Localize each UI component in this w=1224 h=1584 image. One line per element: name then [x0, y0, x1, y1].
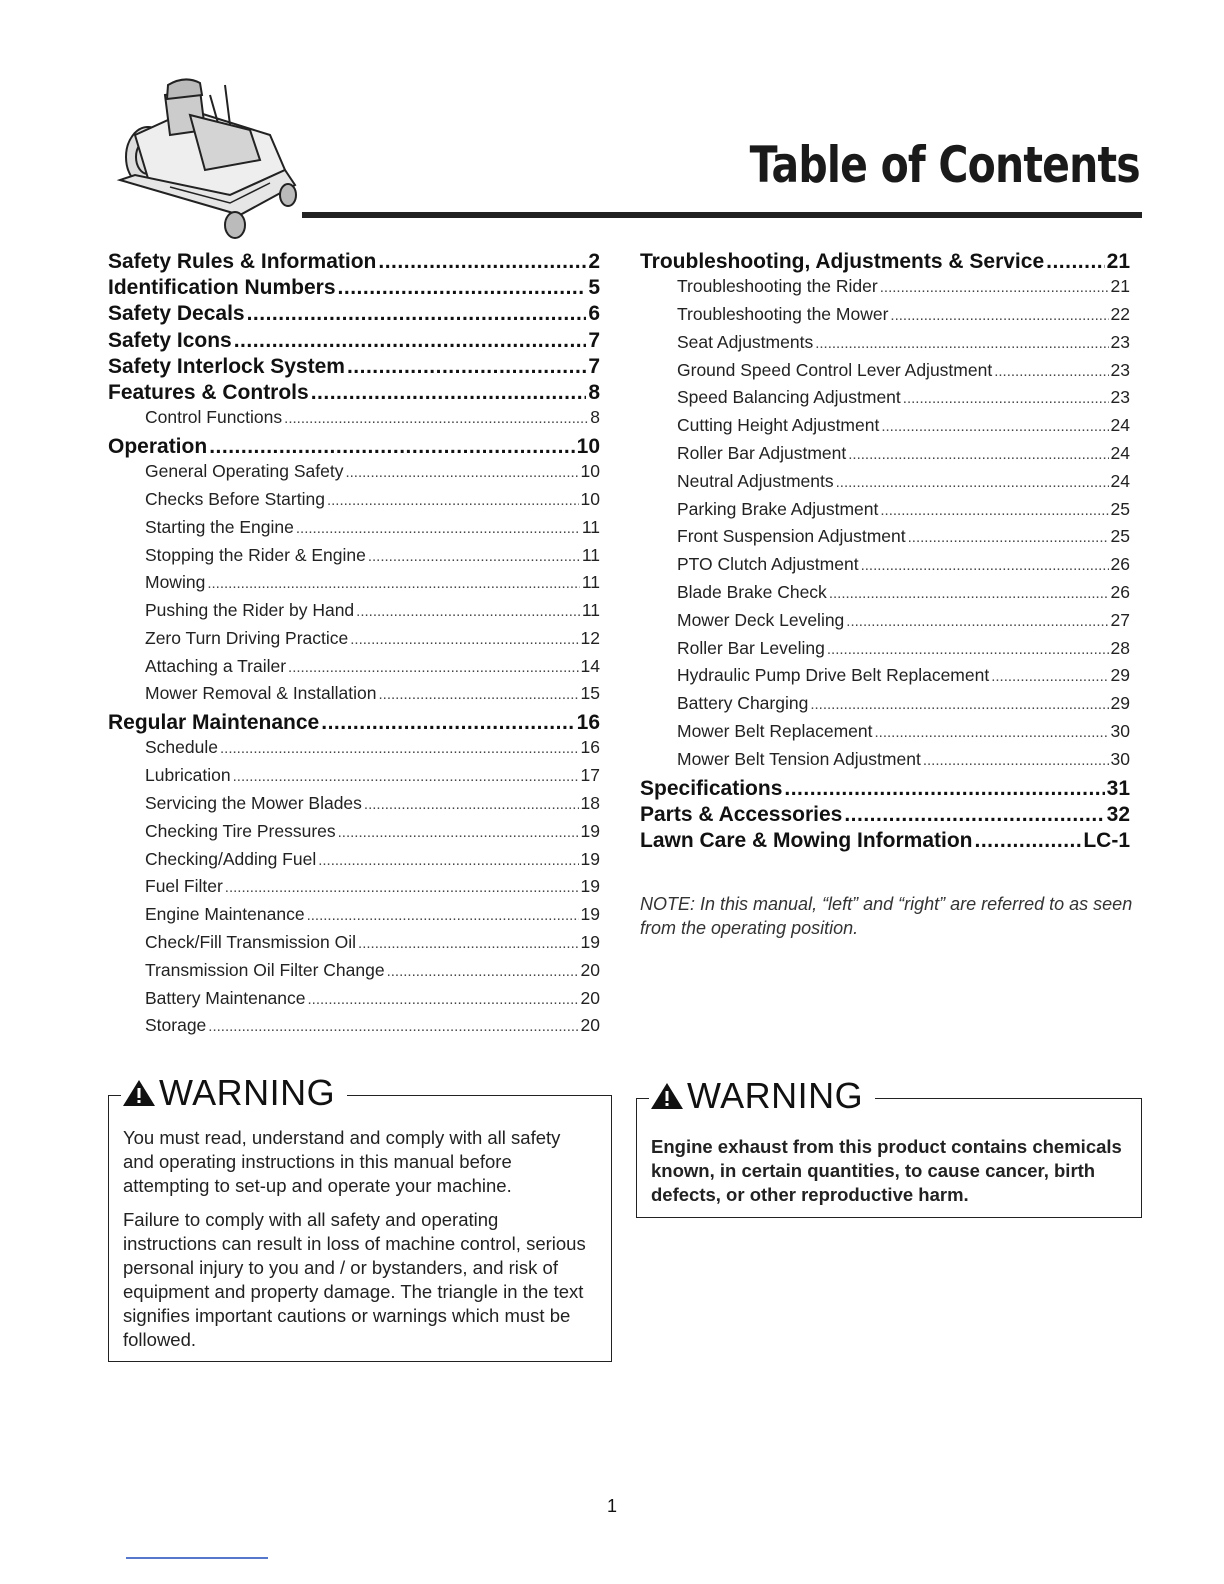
toc-entry-page: 7 [588, 328, 600, 352]
toc-leader-dots [844, 803, 1104, 827]
toc-subentry [108, 628, 600, 656]
toc-subentry [108, 988, 600, 1016]
toc-subentry [640, 499, 1130, 527]
toc-subentry [108, 545, 600, 573]
toc-section-entry [108, 355, 600, 381]
toc-entry-title: Checking/Adding Fuel [145, 848, 317, 869]
toc-leader-dots [311, 381, 587, 405]
toc-subentry [108, 932, 600, 960]
toc-leader-dots [908, 529, 1109, 546]
toc-subentry [640, 749, 1130, 777]
toc-subentry [108, 1015, 600, 1043]
toc-subentry [640, 638, 1130, 666]
toc-subentry [640, 665, 1130, 693]
toc-leader-dots [903, 390, 1109, 407]
toc-leader-dots [209, 435, 574, 459]
toc-entry-page: 12 [580, 627, 600, 648]
toc-leader-dots [815, 335, 1108, 352]
toc-entry-page: 27 [1110, 609, 1130, 630]
toc-entry-title: Check/Fill Transmission Oil [145, 932, 357, 953]
toc-leader-dots [364, 796, 579, 813]
toc-subentry [108, 517, 600, 545]
toc-leader-dots [829, 585, 1109, 602]
toc-entry-title: Regular Maintenance [108, 711, 320, 735]
warning-box-manual [108, 1072, 612, 1362]
toc-entry-title: Safety Rules & Information [108, 250, 377, 273]
toc-entry-page: 19 [580, 932, 600, 953]
toc-leader-dots [827, 641, 1109, 658]
toc-entry-page: 15 [580, 683, 600, 704]
toc-leader-dots [208, 1018, 578, 1035]
warning-heading-text: WARNING [687, 1075, 864, 1116]
toc-leader-dots [991, 668, 1108, 685]
toc-subentry [640, 582, 1130, 610]
toc-entry-title: Features & Controls [108, 380, 309, 404]
toc-section-entry [108, 381, 600, 407]
toc-leader-dots [975, 829, 1082, 853]
toc-subentry [640, 693, 1130, 721]
warning-paragraph: You must read, understand and comply with all safety and operating instructions in this manual before attempting to set-up and operate your machine. [123, 1127, 561, 1196]
toc-entry-title: Identification Numbers [108, 276, 336, 300]
toc-entry-title: PTO Clutch Adjustment [677, 554, 859, 575]
toc-entry-page: 17 [580, 765, 600, 786]
toc-entry-page: 23 [1110, 359, 1130, 380]
toc-entry-page: 11 [581, 600, 600, 621]
toc-entry-title: Battery Maintenance [145, 987, 306, 1008]
toc-entry-page: 19 [580, 848, 600, 869]
toc-leader-dots [347, 355, 586, 379]
toc-subentry [640, 471, 1130, 499]
toc-entry-title: Blade Brake Check [677, 581, 827, 602]
toc-subentry [640, 387, 1130, 415]
toc-entry-page: 8 [590, 407, 600, 428]
toc-leader-dots [848, 446, 1108, 463]
toc-subentry [108, 904, 600, 932]
toc-entry-page: 24 [1110, 470, 1130, 491]
toc-subentry [108, 849, 600, 877]
toc-entry-title: Safety Icons [108, 328, 232, 352]
toc-subentry [640, 360, 1130, 388]
toc-leader-dots [296, 520, 580, 537]
toc-entry-title: Specifications [640, 776, 783, 800]
toc-leader-dots [784, 777, 1104, 801]
warning-heading-text: WARNING [159, 1072, 336, 1113]
toc-entry-title: Checking Tire Pressures [145, 820, 336, 841]
toc-subentry [640, 610, 1130, 638]
toc-leader-dots [233, 768, 579, 785]
toc-leader-dots [350, 631, 578, 648]
toc-entry-page: 10 [576, 434, 600, 458]
toc-entry-title: Stopping the Rider & Engine [145, 544, 366, 565]
toc-leader-dots [875, 724, 1109, 741]
note-text: NOTE: In this manual, “left” and “right” are referred to as seen from the operating position. [640, 894, 1133, 938]
toc-entry-title: Troubleshooting the Mower [677, 303, 889, 324]
toc-entry-title: Safety Interlock System [108, 354, 345, 378]
toc-entry-title: Cutting Height Adjustment [677, 415, 880, 436]
toc-entry-title: Attaching a Trailer [145, 655, 287, 676]
toc-entry-title: Fuel Filter [145, 876, 223, 897]
bottom-line [126, 1557, 268, 1559]
toc-subentry [108, 765, 600, 793]
toc-leader-dots [288, 659, 578, 676]
page-number: 1 [606, 1496, 617, 1516]
toc-entry-page: 26 [1110, 554, 1130, 575]
toc-section-entry [108, 302, 600, 328]
toc-leader-dots [881, 418, 1108, 435]
toc-entry-page: 16 [580, 737, 600, 758]
toc-subentry [640, 332, 1130, 360]
toc-subentry [108, 876, 600, 904]
toc-entry-page: 29 [1110, 693, 1130, 714]
toc-leader-dots [368, 548, 580, 565]
toc-leader-dots [358, 935, 579, 952]
toc-leader-dots [338, 276, 587, 300]
toc-entry-page: 28 [1110, 637, 1130, 658]
toc-right-column [640, 250, 1130, 855]
toc-entry-page: 26 [1110, 581, 1130, 602]
toc-entry-page: 6 [588, 302, 600, 326]
warning-text: Engine exhaust from this product contains chemicals known, in certain quantities, to cause cancer, birth defects, or other reproductive harm. [651, 1136, 1122, 1205]
toc-section-entry [640, 803, 1130, 829]
toc-entry-title: Zero Turn Driving Practice [145, 627, 349, 648]
toc-leader-dots [345, 464, 578, 481]
toc-subentry [108, 461, 600, 489]
toc-entry-title: Neutral Adjustments [677, 470, 834, 491]
toc-leader-dots [846, 613, 1108, 630]
toc-entry-page: 24 [1110, 442, 1130, 463]
toc-leader-dots [356, 603, 580, 620]
toc-entry-page: LC-1 [1083, 828, 1130, 852]
toc-leader-dots [810, 696, 1108, 713]
warning-heading [649, 1075, 875, 1117]
toc-section-entry [108, 711, 600, 737]
toc-entry-page: 7 [588, 354, 600, 378]
zero-turn-mower-illustration [110, 75, 310, 240]
toc-entry-title: Operation [108, 434, 208, 458]
toc-entry-title: Hydraulic Pump Drive Belt Replacement [677, 665, 990, 686]
toc-entry-page: 10 [580, 461, 600, 482]
toc-leader-dots [220, 740, 579, 757]
warning-triangle-icon [121, 1078, 157, 1108]
toc-entry-title: Checks Before Starting [145, 488, 325, 509]
toc-entry-title: Lawn Care & Mowing Information [640, 828, 973, 852]
toc-section-entry [640, 777, 1130, 803]
toc-entry-title: Battery Charging [677, 693, 809, 714]
toc-subentry [108, 737, 600, 765]
toc-entry-page: 22 [1110, 303, 1130, 324]
toc-entry-title: Engine Maintenance [145, 904, 305, 925]
toc-entry-page: 16 [576, 711, 600, 735]
toc-entry-title: Lubrication [145, 765, 231, 786]
toc-entry-title: Storage [145, 1015, 207, 1036]
toc-entry-title: Mower Belt Tension Adjustment [677, 748, 921, 769]
toc-section-entry [640, 829, 1130, 855]
toc-entry-page: 14 [580, 655, 600, 676]
toc-leader-dots [836, 474, 1109, 491]
toc-entry-page: 5 [588, 276, 600, 300]
toc-entry-title: Safety Decals [108, 302, 245, 326]
toc-subentry [108, 656, 600, 684]
toc-entry-page: 19 [580, 820, 600, 841]
toc-leader-dots [308, 991, 579, 1008]
toc-subentry [640, 304, 1130, 332]
toc-entry-title: Schedule [145, 737, 218, 758]
toc-section-entry [640, 250, 1130, 276]
toc-leader-dots [378, 250, 586, 274]
toc-subentry [640, 415, 1130, 443]
toc-entry-title: General Operating Safety [145, 461, 344, 482]
toc-entry-page: 10 [580, 488, 600, 509]
toc-entry-title: Roller Bar Leveling [677, 637, 825, 658]
toc-entry-title: Mower Removal & Installation [145, 683, 377, 704]
toc-leader-dots [890, 307, 1108, 324]
toc-entry-title: Starting the Engine [145, 516, 294, 537]
toc-entry-title: Seat Adjustments [677, 331, 814, 352]
toc-entry-title: Ground Speed Control Lever Adjustment [677, 359, 993, 380]
toc-leader-dots [880, 279, 1109, 296]
toc-subentry [108, 683, 600, 711]
toc-leader-dots [1046, 250, 1105, 274]
toc-entry-page: 11 [581, 544, 600, 565]
toc-left-column [108, 250, 600, 1043]
toc-leader-dots [338, 824, 579, 841]
toc-section-entry [108, 250, 600, 276]
toc-section-entry [108, 329, 600, 355]
toc-subentry [640, 526, 1130, 554]
toc-entry-title: Mower Belt Replacement [677, 720, 873, 741]
toc-entry-page: 2 [588, 250, 600, 273]
toc-entry-page: 25 [1110, 526, 1130, 547]
toc-leader-dots [318, 852, 578, 869]
toc-leader-dots [225, 879, 579, 896]
toc-subentry [640, 276, 1130, 304]
toc-subentry [108, 489, 600, 517]
toc-entry-page: 19 [580, 904, 600, 925]
toc-subentry [108, 407, 600, 435]
toc-leader-dots [234, 329, 587, 353]
toc-leader-dots [923, 752, 1109, 769]
toc-subentry [108, 572, 600, 600]
toc-entry-page: 19 [580, 876, 600, 897]
toc-entry-page: 32 [1106, 802, 1130, 826]
warning-body [123, 1126, 595, 1362]
toc-entry-title: Front Suspension Adjustment [677, 526, 906, 547]
toc-leader-dots [880, 502, 1108, 519]
warning-box-exhaust [636, 1075, 1142, 1218]
toc-subentry [640, 443, 1130, 471]
toc-entry-page: 30 [1110, 748, 1130, 769]
toc-leader-dots [861, 557, 1109, 574]
toc-entry-page: 31 [1106, 776, 1130, 800]
toc-entry-title: Mower Deck Leveling [677, 609, 845, 630]
toc-leader-dots [321, 711, 574, 735]
page-title: Table of Contents [749, 136, 1140, 194]
toc-entry-title: Parking Brake Adjustment [677, 498, 879, 519]
toc-entry-page: 25 [1110, 498, 1130, 519]
toc-entry-page: 8 [588, 380, 600, 404]
toc-entry-page: 23 [1110, 387, 1130, 408]
warning-body [651, 1135, 1125, 1207]
toc-entry-page: 11 [581, 572, 600, 593]
toc-entry-title: Parts & Accessories [640, 802, 843, 826]
toc-entry-page: 20 [580, 959, 600, 980]
toc-subentry [108, 821, 600, 849]
toc-entry-title: Troubleshooting, Adjustments & Service [640, 250, 1045, 273]
toc-entry-page: 29 [1110, 665, 1130, 686]
toc-leader-dots [387, 963, 579, 980]
toc-entry-page: 24 [1110, 415, 1130, 436]
title-rule [302, 212, 1142, 218]
toc-section-entry [108, 276, 600, 302]
toc-leader-dots [247, 302, 587, 326]
warning-paragraph: Failure to comply with all safety and operating instructions can result in loss of machine control, serious personal injury to you and / or bystanders, and risk of equipment and property damage. The triangle in the text signifies important cautions or warnings which must be followed. [123, 1209, 586, 1350]
toc-leader-dots [284, 410, 588, 427]
toc-leader-dots [327, 492, 579, 509]
warning-triangle-icon [649, 1081, 685, 1111]
toc-entry-title: Speed Balancing Adjustment [677, 387, 901, 408]
toc-subentry [108, 600, 600, 628]
toc-entry-title: Mowing [145, 572, 206, 593]
toc-leader-dots [207, 575, 580, 592]
toc-section-entry [108, 435, 600, 461]
toc-entry-page: 18 [580, 793, 600, 814]
toc-entry-page: 21 [1106, 250, 1130, 273]
toc-entry-page: 20 [580, 1015, 600, 1036]
toc-entry-title: Transmission Oil Filter Change [145, 959, 385, 980]
toc-entry-page: 11 [581, 516, 600, 537]
toc-entry-title: Roller Bar Adjustment [677, 442, 847, 463]
toc-subentry [640, 721, 1130, 749]
toc-entry-page: 30 [1110, 720, 1130, 741]
toc-leader-dots [307, 907, 579, 924]
toc-entry-page: 23 [1110, 331, 1130, 352]
toc-entry-title: Troubleshooting the Rider [677, 276, 878, 297]
warning-heading [121, 1072, 347, 1114]
toc-entry-page: 21 [1110, 276, 1130, 297]
toc-entry-title: Servicing the Mower Blades [145, 793, 362, 814]
toc-entry-page: 20 [580, 987, 600, 1008]
toc-entry-title: Pushing the Rider by Hand [145, 600, 355, 621]
toc-subentry [108, 960, 600, 988]
toc-subentry [108, 793, 600, 821]
toc-entry-title: Control Functions [145, 407, 283, 428]
toc-leader-dots [994, 363, 1108, 380]
toc-leader-dots [378, 686, 578, 703]
toc-subentry [640, 554, 1130, 582]
